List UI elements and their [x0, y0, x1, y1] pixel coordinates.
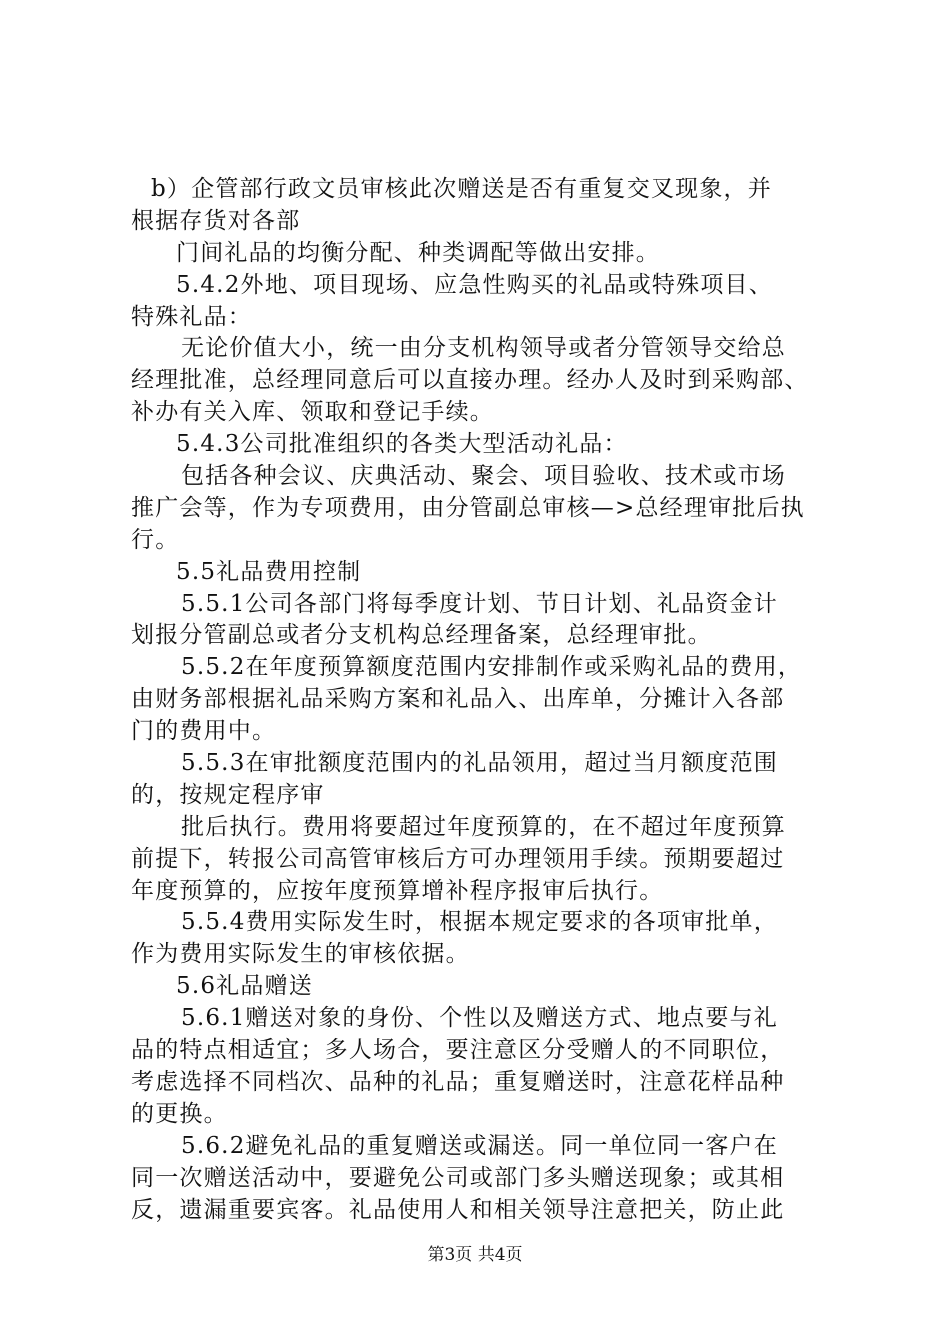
text-line: 推广会等，作为专项费用，由分管副总审核—>总经理审批后执 — [131, 494, 805, 521]
text-line: 特殊礼品： — [131, 303, 252, 330]
text-line: 5.4.2外地、项目现场、应急性购买的礼品或特殊项目、 — [176, 271, 773, 298]
text-line: 的更换。 — [131, 1100, 228, 1127]
text-line: 由财务部根据礼品采购方案和礼品入、出库单，分摊计入各部 — [131, 686, 785, 713]
text-line: 前提下，转报公司高管审核后方可办理领用手续。预期要超过 — [131, 845, 785, 872]
text-line: 5.5.1公司各部门将每季度计划、节日计划、礼品资金计 — [181, 590, 778, 617]
text-line: 5.6.1赠送对象的身份、个性以及赠送方式、地点要与礼 — [181, 1005, 778, 1032]
text-line: 划报分管副总或者分支机构总经理备案，总经理审批。 — [131, 622, 712, 649]
text-line: 5.6礼品赠送 — [176, 973, 313, 1000]
text-line: 5.5礼品费用控制 — [176, 558, 362, 585]
text-line: 反，遗漏重要宾客。礼品使用人和相关领导注意把关，防止此 — [131, 1196, 785, 1223]
text-line: 年度预算的，应按年度预算增补程序报审后执行。 — [131, 877, 664, 904]
text-line: 5.4.3公司批准组织的各类大型活动礼品： — [176, 431, 628, 458]
text-line: 门间礼品的均衡分配、种类调配等做出安排。 — [176, 239, 660, 266]
text-line: 作为费用实际发生的审核依据。 — [131, 941, 470, 968]
text-line: 5.6.2避免礼品的重复赠送或漏送。同一单位同一客户在 — [181, 1132, 778, 1159]
text-line: 行。 — [131, 526, 180, 553]
text-line: 根据存货对各部 — [131, 207, 301, 234]
text-line: 5.5.3在审批额度范围内的礼品领用，超过当月额度范围 — [181, 750, 778, 777]
text-line: 5.5.2在年度预算额度范围内安排制作或采购礼品的费用， — [181, 654, 803, 681]
text-line: 无论价值大小，统一由分支机构领导或者分管领导交给总 — [181, 335, 786, 362]
text-line: 考虑选择不同档次、品种的礼品；重复赠送时，注意花样品种 — [131, 1068, 785, 1095]
body-text — [131, 174, 841, 1226]
text-line: 补办有关入库、领取和登记手续。 — [131, 399, 494, 426]
text-line: 的，按规定程序审 — [131, 781, 325, 808]
page-footer: 第3页 共4页 — [427, 1245, 523, 1265]
text-line: 门的费用中。 — [131, 718, 277, 745]
text-line: 品的特点相适宜；多人场合，要注意区分受赠人的不同职位， — [131, 1037, 785, 1064]
text-line: 5.5.4费用实际发生时，根据本规定要求的各项审批单， — [181, 909, 778, 936]
text-line: 包括各种会议、庆典活动、聚会、项目验收、技术或市场 — [181, 463, 786, 490]
text-line: 同一次赠送活动中，要避免公司或部门多头赠送现象；或其相 — [131, 1164, 785, 1191]
text-line: b）企管部行政文员审核此次赠送是否有重复交叉现象，并 — [151, 176, 772, 202]
text-line: 经理批准，总经理同意后可以直接办理。经办人及时到采购部、 — [131, 367, 809, 394]
text-line: 批后执行。费用将要超过年度预算的，在不超过年度预算 — [181, 813, 786, 840]
